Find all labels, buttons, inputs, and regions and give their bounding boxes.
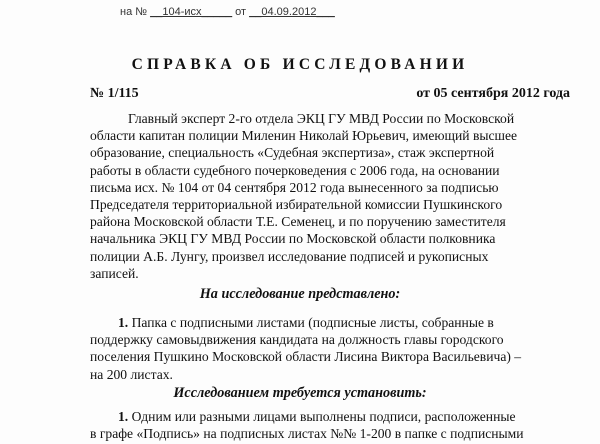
intro-paragraph [90,110,580,282]
item-line: Одним или разными лицами выполнены подписи, расположенные [131,409,516,424]
document-title: СПРАВКА ОБ ИССЛЕДОВАНИИ [131,56,469,73]
ref-prefix: на № [120,6,148,18]
intro-line: района Московской области Т.Е. Семенец, и по поручению заместителя [90,214,506,230]
section-heading-required: Исследованием требуется установить: [173,385,427,401]
intro-line: начальника ЭКЦ ГУ МВД России по Московской области полковника [90,231,496,247]
item-line: поселения Пушкино Московской области Лисина Виктора Васильевича) – [90,349,522,365]
intro-line: работы в области судебного почерковедения с 2006 года, на основании [90,162,500,178]
document-date: от 05 сентября 2012 года [416,86,570,101]
intro-line: полиции А.Б. Лунгу, произвел исследование подписей и рукописных [90,248,489,264]
ref-date: __04.09.2012___ [249,6,335,18]
presented-item [90,314,580,383]
intro-line: образование, специальность «Судебная экспертиза», стаж экспертной [90,145,495,161]
item-line: на 200 листах. [90,366,173,382]
item-line: в графе «Подпись» на подписных листах №№ 1-200 в папке с подписными [90,426,524,442]
item-number: 1. [118,315,129,330]
ref-number: __104-исх_____ [150,6,233,18]
intro-line: Главный эксперт 2-го отдела ЭКЦ ГУ МВД России по Московской [128,111,515,126]
intro-line: области капитан полиции Миленин Николай Юрьевич, имеющий высшее [90,128,518,144]
ref-from: от [235,6,247,18]
item-line: Папка с подписными листами (подписные листы, собранные в [131,315,494,330]
section-heading-presented: На исследование представлено: [199,286,401,302]
document-number: № 1/115 [90,86,139,101]
reference-line [120,6,335,18]
required-item [90,408,580,442]
item-line: поддержку самовыдвижения кандидата на должность главы городского [90,332,504,348]
intro-line: письма исх. № 104 от 04 сентября 2012 года вынесенного за подписью [90,179,499,195]
item-number: 1. [118,409,129,424]
intro-line: записей. [90,265,139,281]
intro-line: Председателя территориальной избирательной комиссии Пушкинского [90,197,503,213]
